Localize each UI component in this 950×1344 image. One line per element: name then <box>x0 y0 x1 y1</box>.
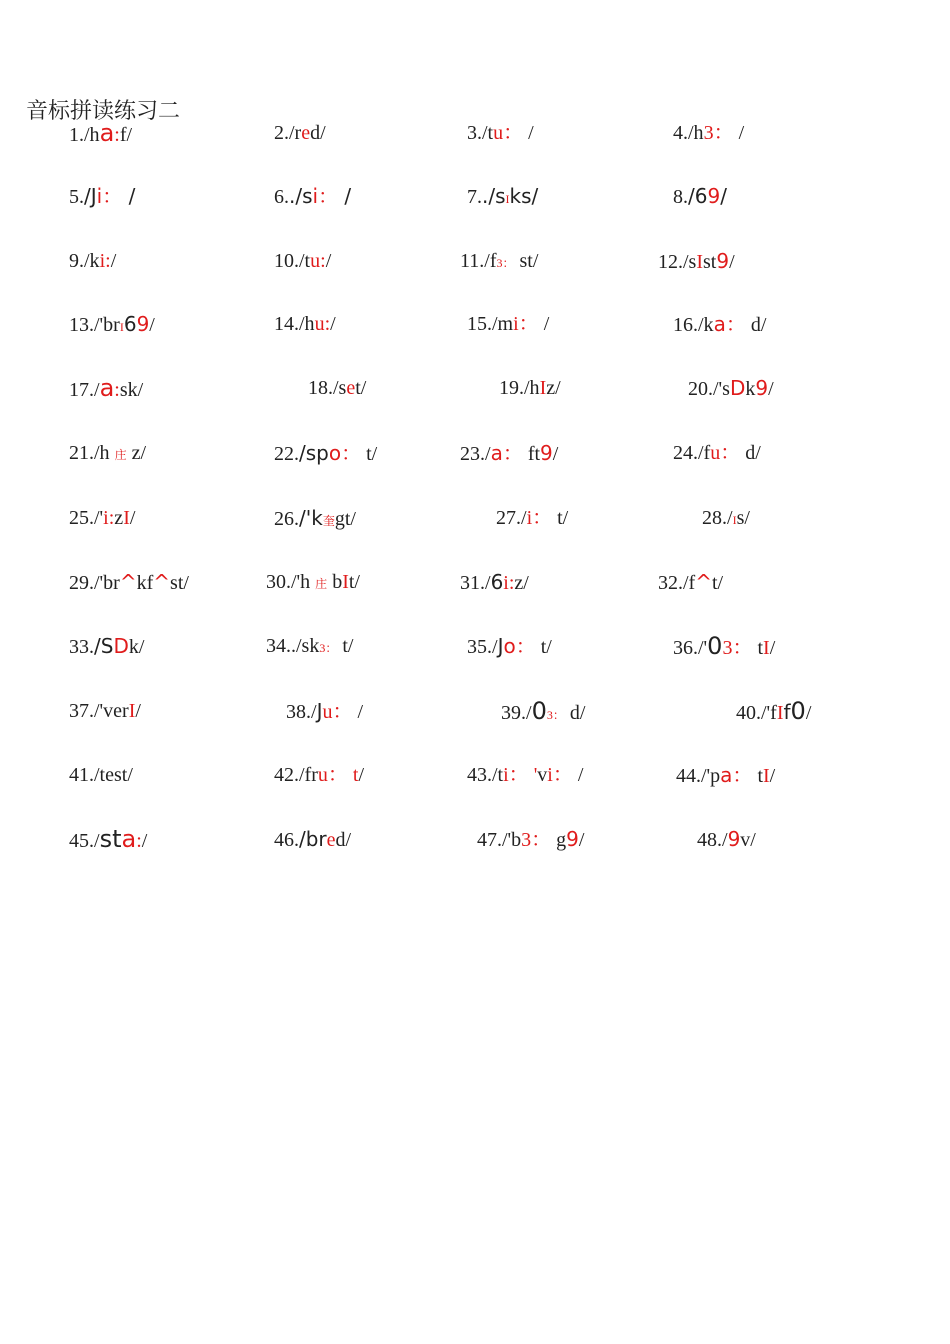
item-number: 6. <box>274 186 289 208</box>
phonetic-symbol-highlight: a： <box>720 763 753 787</box>
exercise-item <box>673 118 744 148</box>
phonetic-text: t/ <box>361 443 378 465</box>
exercise-item <box>702 503 750 535</box>
item-number: 34. <box>266 635 291 657</box>
exercise-item <box>69 760 133 790</box>
exercise-item <box>274 824 351 855</box>
item-number: 28. <box>702 507 727 529</box>
item-number: 11. <box>460 250 485 272</box>
exercise-row <box>0 824 950 854</box>
item-number: 10. <box>274 250 299 272</box>
phonetic-symbol-highlight: 9 <box>566 827 579 851</box>
exercise-item <box>460 438 558 469</box>
phonetic-symbol-highlight: i: <box>99 250 111 272</box>
phonetic-text: ./s <box>289 184 313 208</box>
exercise-item <box>69 824 147 856</box>
exercise-item <box>69 181 135 212</box>
phonetic-text: / <box>311 701 317 723</box>
phonetic-text: / <box>485 443 491 465</box>
exercise-item <box>69 438 146 470</box>
phonetic-text: /k <box>84 250 100 272</box>
exercise-item <box>274 438 377 469</box>
item-number: 12. <box>658 251 683 273</box>
exercise-row <box>0 503 950 533</box>
phonetic-text: / <box>521 507 527 529</box>
phonetic-symbol-highlight: : <box>136 830 142 852</box>
phonetic-symbol-highlight: u： <box>317 764 348 786</box>
phonetic-symbol-highlight: a： <box>490 441 523 465</box>
phonetic-text: /h <box>299 313 315 335</box>
exercise-item <box>274 503 356 536</box>
item-number: 30. <box>266 571 291 593</box>
phonetic-symbol-highlight: I <box>123 507 130 529</box>
exercise-item <box>467 181 538 214</box>
exercise-item <box>69 373 143 405</box>
phonetic-symbol-highlight: u： <box>710 442 741 464</box>
phonetic-symbol-highlight: : <box>114 124 120 146</box>
item-number: 23. <box>460 443 485 465</box>
phonetic-symbol-highlight: i： <box>547 764 573 786</box>
phonetic-text: t <box>752 765 763 787</box>
exercise-item <box>274 760 364 790</box>
phonetic-text: z <box>114 507 124 529</box>
phonetic-text: J <box>497 634 504 658</box>
phonetic-symbol-highlight: e <box>301 122 311 144</box>
exercise-item <box>266 631 353 663</box>
exercise-item <box>501 696 585 730</box>
exercise-item <box>658 567 723 598</box>
phonetic-symbol-highlight: i： <box>513 313 539 335</box>
phonetic-text: t/ <box>535 636 552 658</box>
exercise-item <box>496 503 568 533</box>
phonetic-text: /h <box>688 122 704 144</box>
phonetic-text: / <box>141 830 148 852</box>
phonetic-symbol-highlight: I <box>119 320 124 334</box>
phonetic-text: / <box>135 700 141 722</box>
phonetic-text: / <box>805 702 812 724</box>
phonetic-text: /test/ <box>94 764 133 786</box>
phonetic-text: 6 <box>123 312 137 336</box>
item-number: 40. <box>736 702 761 724</box>
item-number: 24. <box>673 442 698 464</box>
phonetic-symbol-highlight: o： <box>328 441 362 465</box>
phonetic-text: g <box>551 829 567 851</box>
phonetic-text: / <box>338 184 352 208</box>
phonetic-text: / <box>720 184 727 208</box>
phonetic-text: /'br <box>94 572 120 594</box>
exercise-row <box>0 438 950 468</box>
phonetic-text: k/ <box>128 636 145 658</box>
phonetic-text: / <box>572 764 584 786</box>
item-number: 8. <box>673 186 688 208</box>
item-number: 9. <box>69 250 84 272</box>
phonetic-text: /'ver <box>94 700 129 722</box>
item-number: 33. <box>69 636 94 658</box>
phonetic-text: gt/ <box>334 508 356 530</box>
phonetic-text: v <box>537 764 548 786</box>
exercise-item <box>673 631 775 663</box>
phonetic-text: sk/ <box>119 379 144 401</box>
item-number: 44. <box>676 765 701 787</box>
phonetic-symbol-highlight: 9 <box>755 376 769 400</box>
exercise-item <box>460 567 529 598</box>
exercise-item <box>499 373 561 403</box>
phonetic-text: /m <box>492 313 514 335</box>
exercise-row <box>0 181 950 211</box>
phonetic-text: k <box>745 378 756 400</box>
phonetic-symbol-highlight: i: <box>503 572 515 594</box>
exercise-row <box>0 760 950 790</box>
phonetic-text: J <box>90 184 97 208</box>
item-number: 26. <box>274 508 299 530</box>
phonetic-symbol-highlight: 9 <box>727 827 741 851</box>
phonetic-text: d/ <box>745 314 767 336</box>
phonetic-text: st <box>703 251 717 273</box>
item-number: 38. <box>286 701 311 723</box>
page-title: 音标拼读练习二 <box>26 99 181 124</box>
exercise-item <box>286 696 363 727</box>
item-number: 27. <box>496 507 521 529</box>
phonetic-text: /k <box>698 314 714 336</box>
exercise-row <box>0 246 950 276</box>
phonetic-text: /s <box>333 377 347 399</box>
exercise-item <box>673 309 766 340</box>
phonetic-text: / <box>358 764 365 786</box>
item-number: 32. <box>658 572 683 594</box>
phonetic-text: /sp <box>299 441 329 465</box>
item-number: 47. <box>477 829 502 851</box>
phonetic-symbol-highlight: a： <box>713 312 746 336</box>
phonetic-symbol-highlight: D <box>729 376 746 400</box>
phonetic-text: / <box>727 507 733 529</box>
phonetic-text: /f <box>683 572 696 594</box>
exercise-item <box>308 373 366 403</box>
phonetic-text: / <box>492 636 498 658</box>
exercise-row <box>0 309 950 339</box>
exercise-item <box>477 824 584 855</box>
exercise-item <box>69 567 189 598</box>
phonetic-symbol-highlight: e <box>346 377 356 399</box>
item-number: 31. <box>460 572 485 594</box>
item-number: 37. <box>69 700 94 722</box>
phonetic-symbol-highlight: I <box>342 571 349 593</box>
phonetic-text: /'h <box>291 571 316 593</box>
phonetic-text: f <box>783 700 791 724</box>
phonetic-text: / <box>722 829 728 851</box>
phonetic-text: d/ <box>740 442 761 464</box>
phonetic-symbol-highlight: 3： <box>319 641 338 655</box>
phonetic-symbol-highlight: I <box>505 192 510 206</box>
exercise-item <box>676 760 775 791</box>
phonetic-symbol-highlight: 3： <box>703 122 734 144</box>
exercise-item <box>69 118 132 150</box>
phonetic-text: /h <box>84 124 100 146</box>
phonetic-symbol-highlight: I <box>128 700 136 722</box>
item-number: 19. <box>499 377 524 399</box>
phonetic-text: ./sk <box>291 635 320 657</box>
phonetic-text: /f <box>484 250 497 272</box>
exercise-item <box>274 181 351 212</box>
phonetic-text: / <box>769 637 776 659</box>
phonetic-text: s/ <box>736 507 750 529</box>
phonetic-symbol-highlight: 3： <box>722 637 753 659</box>
item-number: 46. <box>274 829 299 851</box>
exercise-row <box>0 567 950 597</box>
item-number: 39. <box>501 702 526 724</box>
phonetic-symbol-highlight: a <box>99 374 115 402</box>
phonetic-text: /s <box>683 251 697 273</box>
phonetic-text: / <box>688 184 695 208</box>
item-number: 18. <box>308 377 333 399</box>
phonetic-text: t/ <box>355 377 367 399</box>
phonetic-symbol-highlight: i: <box>103 507 115 529</box>
phonetic-symbol-highlight: I <box>539 377 547 399</box>
item-number: 17. <box>69 379 94 401</box>
phonetic-text: / <box>129 507 136 529</box>
item-number: 4. <box>673 122 688 144</box>
exercise-item <box>467 760 583 790</box>
phonetic-text: /r <box>289 122 302 144</box>
phonetic-text: / <box>94 634 101 658</box>
phonetic-symbol-highlight: i： <box>312 184 339 208</box>
exercise-item <box>274 246 331 276</box>
phonetic-symbol-highlight: 9 <box>716 249 730 273</box>
phonetic-text: J <box>316 699 323 723</box>
item-number: 48. <box>697 829 722 851</box>
item-number: 20. <box>688 378 713 400</box>
phonetic-text: d/ <box>564 702 586 724</box>
phonetic-symbol-highlight: I <box>763 765 770 787</box>
exercise-item <box>467 118 534 148</box>
phonetic-text: / <box>110 250 117 272</box>
phonetic-text: / <box>733 122 745 144</box>
item-number: 13. <box>69 314 94 336</box>
phonetic-text: t/ <box>348 571 360 593</box>
phonetic-text: d/ <box>310 122 326 144</box>
item-number: 22. <box>274 443 299 465</box>
phonetic-symbol-highlight: u: <box>314 313 331 335</box>
phonetic-text: ./s <box>482 184 506 208</box>
phonetic-text: t/ <box>711 572 724 594</box>
exercise-row <box>0 631 950 661</box>
exercise-item <box>467 309 549 339</box>
phonetic-symbol-highlight: I <box>732 513 737 527</box>
phonetic-text: / <box>729 251 735 273</box>
phonetic-text: /t <box>492 764 504 786</box>
exercise-row <box>0 373 950 403</box>
item-number: 43. <box>467 764 492 786</box>
item-number: 36. <box>673 637 698 659</box>
phonetic-text: / <box>552 443 559 465</box>
phonetic-text: z/ <box>546 377 561 399</box>
exercise-item <box>467 631 552 662</box>
phonetic-text: / <box>538 313 550 335</box>
phonetic-text: /h <box>524 377 540 399</box>
phonetic-text: t/ <box>337 635 354 657</box>
phonetic-text: z/ <box>514 572 529 594</box>
phonetic-symbol-highlight: t <box>352 764 359 786</box>
phonetic-symbol-highlight: : <box>114 379 120 401</box>
phonetic-text: ks/ <box>509 184 539 208</box>
phonetic-text: / <box>578 829 585 851</box>
phonetic-text: / <box>149 314 155 336</box>
phonetic-symbol-highlight: 庄 <box>315 577 328 591</box>
phonetic-text: /fr <box>299 764 318 786</box>
phonetic-text: d/ <box>335 829 352 851</box>
phonetic-symbol-highlight: a <box>99 119 115 147</box>
exercise-item <box>274 118 326 148</box>
phonetic-text: /' <box>94 507 104 529</box>
exercise-item <box>736 696 811 728</box>
phonetic-text: /t <box>482 122 494 144</box>
phonetic-symbol-highlight: I <box>763 637 770 659</box>
phonetic-symbol-highlight: i： <box>96 184 123 208</box>
phonetic-text: /'f <box>761 702 777 724</box>
phonetic-text: / <box>768 378 774 400</box>
phonetic-text: /f <box>698 442 711 464</box>
item-number: 41. <box>69 764 94 786</box>
exercise-item <box>658 246 735 277</box>
phonetic-text: / <box>122 184 136 208</box>
phonetic-symbol-highlight: u: <box>310 250 326 272</box>
phonetic-text: / <box>523 122 534 144</box>
phonetic-text: / <box>84 184 91 208</box>
item-number: 15. <box>467 313 492 335</box>
phonetic-text: ft <box>522 443 541 465</box>
phonetic-text: st/ <box>514 250 539 272</box>
phonetic-symbol-highlight: u： <box>493 122 524 144</box>
phonetic-text: / <box>769 765 776 787</box>
phonetic-text: /'s <box>713 378 730 400</box>
phonetic-text: v/ <box>740 829 756 851</box>
item-number: 35. <box>467 636 492 658</box>
phonetic-symbol-highlight: 9 <box>136 312 150 336</box>
phonetic-symbol-highlight: D <box>113 634 129 658</box>
item-number: 42. <box>274 764 299 786</box>
phonetic-symbol-highlight: 奎 <box>322 514 335 528</box>
phonetic-text: /'b <box>502 829 522 851</box>
phonetic-symbol-highlight: 3： <box>496 256 515 270</box>
item-number: 14. <box>274 313 299 335</box>
exercise-row <box>0 696 950 726</box>
phonetic-text: /t <box>299 250 311 272</box>
phonetic-symbol-highlight: i： <box>503 764 529 786</box>
phonetic-text: /'p <box>701 765 721 787</box>
phonetic-symbol-highlight: u： <box>322 701 353 723</box>
exercise-item <box>673 438 761 468</box>
phonetic-text: 0 <box>707 632 723 660</box>
item-number: 2. <box>274 122 289 144</box>
phonetic-text: 6 <box>694 184 708 208</box>
item-number: 29. <box>69 572 94 594</box>
phonetic-text: 0 <box>790 697 806 725</box>
phonetic-symbol-highlight: 3： <box>546 708 565 722</box>
phonetic-text: / <box>330 313 336 335</box>
item-number: 25. <box>69 507 94 529</box>
item-number: 1. <box>69 124 84 146</box>
phonetic-text: S <box>100 634 114 658</box>
phonetic-text: / <box>94 379 100 401</box>
exercise-item <box>69 696 141 726</box>
phonetic-symbol-highlight: ^ <box>153 570 171 594</box>
item-number: 16. <box>673 314 698 336</box>
phonetic-symbol-highlight: e <box>326 829 336 851</box>
phonetic-symbol-highlight: I <box>696 251 704 273</box>
phonetic-symbol-highlight: ' <box>533 764 538 786</box>
phonetic-text: / <box>485 572 491 594</box>
phonetic-text: / <box>94 830 100 852</box>
phonetic-symbol-highlight: ^ <box>119 570 137 594</box>
exercise-row <box>0 118 950 148</box>
phonetic-symbol-highlight: 3： <box>521 829 552 851</box>
exercise-item <box>688 373 774 404</box>
phonetic-text: /h <box>94 442 115 464</box>
item-number: 45. <box>69 830 94 852</box>
phonetic-text: t/ <box>552 507 569 529</box>
phonetic-text: t <box>752 637 764 659</box>
item-number: 7. <box>467 186 482 208</box>
phonetic-text: / <box>526 702 532 724</box>
exercise-item <box>274 309 336 339</box>
phonetic-text: z/ <box>126 442 147 464</box>
item-number: 3. <box>467 122 482 144</box>
phonetic-symbol-highlight: 9 <box>707 184 721 208</box>
phonetic-text: st <box>99 825 122 853</box>
phonetic-symbol-highlight: i： <box>526 507 553 529</box>
phonetic-text: kf <box>136 572 154 594</box>
phonetic-symbol-highlight: 庄 <box>114 448 127 462</box>
phonetic-symbol-highlight: 9 <box>540 441 553 465</box>
phonetic-text: 0 <box>531 697 547 725</box>
exercise-item <box>69 631 144 662</box>
exercise-item <box>266 567 360 599</box>
item-number: 5. <box>69 186 84 208</box>
exercise-item <box>69 309 155 342</box>
exercise-item <box>69 503 135 533</box>
phonetic-text: /'k <box>299 506 323 530</box>
exercise-item <box>697 824 756 855</box>
phonetic-text: /br <box>299 827 327 851</box>
phonetic-symbol-highlight: I <box>776 702 784 724</box>
exercise-item <box>69 246 116 276</box>
phonetic-text: st/ <box>170 572 189 594</box>
phonetic-symbol-highlight: a <box>121 825 137 853</box>
item-number: 21. <box>69 442 94 464</box>
exercise-item <box>673 181 727 212</box>
phonetic-text: /'br <box>94 314 120 336</box>
phonetic-text: / <box>325 250 332 272</box>
phonetic-symbol-highlight: ^ <box>695 570 712 594</box>
phonetic-text: f/ <box>119 124 133 146</box>
phonetic-text: b <box>327 571 343 593</box>
phonetic-symbol-highlight: o： <box>503 634 536 658</box>
exercise-item <box>460 246 538 278</box>
phonetic-text: /' <box>698 637 708 659</box>
phonetic-text: / <box>352 701 364 723</box>
phonetic-text: 6 <box>490 570 504 594</box>
